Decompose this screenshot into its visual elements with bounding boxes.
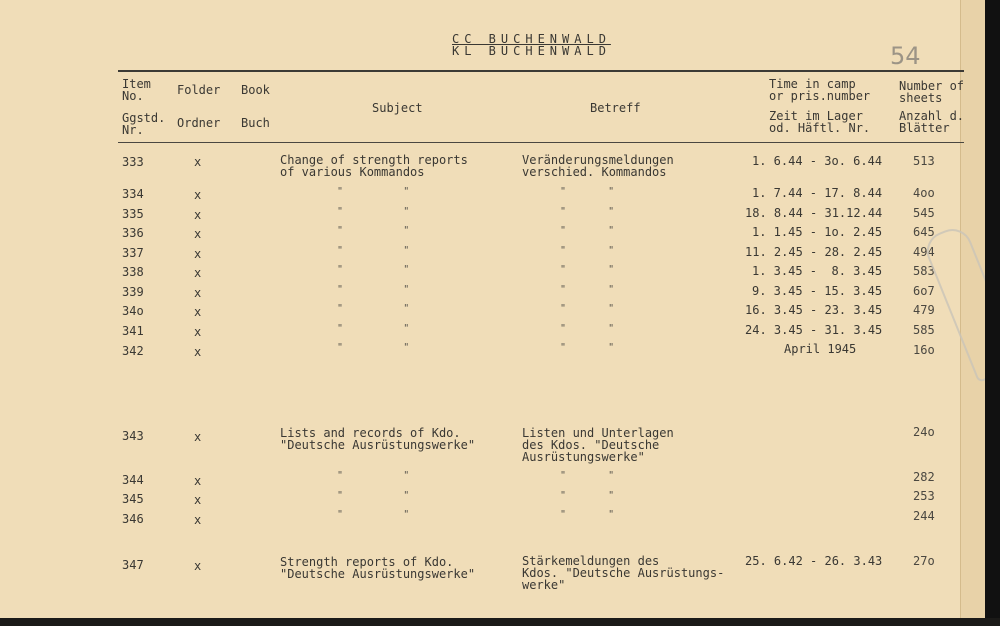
folder-mark: x <box>194 247 202 261</box>
item-number: 34o <box>122 304 144 318</box>
subject-ditto: " " <box>337 323 410 334</box>
subject-ditto: " " <box>337 303 410 314</box>
subject-ditto: " " <box>337 509 410 520</box>
sheet-count: 479 <box>913 303 935 317</box>
header-line-1: CC BUCHENWALD <box>452 32 611 46</box>
folder-mark: x <box>194 513 202 527</box>
subject-ditto: " " <box>337 470 410 481</box>
folder-mark: x <box>194 474 202 488</box>
item-number: 342 <box>122 344 144 358</box>
betreff-text: Veränderungsmeldungen verschied. Kommandos <box>522 153 674 179</box>
folder-mark: x <box>194 345 202 359</box>
folder-mark: x <box>194 155 202 169</box>
sheet-count: 645 <box>913 225 935 239</box>
col-subject: Subject <box>372 101 423 115</box>
betreff-ditto: " " <box>560 284 615 295</box>
subject-text: Strength reports of Kdo. "Deutsche Ausrüstungswerke" <box>280 555 476 581</box>
time-range: 16. 3.45 - 23. 3.45 <box>745 303 883 317</box>
scan-bottom-edge <box>0 618 1000 626</box>
betreff-ditto: " " <box>560 490 615 501</box>
sheet-count: 513 <box>913 154 935 168</box>
item-number: 337 <box>122 246 144 260</box>
col-folder-de: Ordner <box>177 116 221 130</box>
betreff-ditto: " " <box>560 303 615 314</box>
betreff-ditto: " " <box>560 264 615 275</box>
folder-mark: x <box>194 286 202 300</box>
sheet-count: 282 <box>913 470 935 484</box>
sheet-count: 4oo <box>913 186 935 200</box>
col-sheets-de: Anzahl d. Blätter <box>899 109 965 135</box>
item-number: 339 <box>122 285 144 299</box>
time-range: 1. 7.44 - 17. 8.44 <box>752 186 883 200</box>
time-range: 1. 1.45 - 1o. 2.45 <box>752 225 883 239</box>
item-number: 346 <box>122 512 144 526</box>
top-rule <box>118 70 964 72</box>
folder-mark: x <box>194 559 202 573</box>
sheet-count: 253 <box>913 489 935 503</box>
folder-mark: x <box>194 493 202 507</box>
item-number: 347 <box>122 558 144 572</box>
col-time-en: Time in camp or pris.number <box>769 77 871 103</box>
item-number: 345 <box>122 492 144 506</box>
sheet-count: 27o <box>913 554 935 568</box>
item-number: 333 <box>122 155 144 169</box>
time-range: 9. 3.45 - 15. 3.45 <box>752 284 883 298</box>
subject-ditto: " " <box>337 225 410 236</box>
folder-mark: x <box>194 188 202 202</box>
betreff-text: Listen und Unterlagen des Kdos. "Deutsche Ausrüstungswerke" <box>522 426 674 464</box>
subject-ditto: " " <box>337 245 410 256</box>
item-number: 334 <box>122 187 144 201</box>
time-range: 24. 3.45 - 31. 3.45 <box>745 323 883 337</box>
betreff-ditto: " " <box>560 225 615 236</box>
betreff-ditto: " " <box>560 186 615 197</box>
betreff-text: Stärkemeldungen des Kdos. "Deutsche Ausrüstungs- werke" <box>522 554 725 592</box>
header-line-2: KL BUCHENWALD <box>452 44 611 58</box>
page-number: 54 <box>890 42 921 70</box>
subject-text: Change of strength reports of various Kommandos <box>280 153 468 179</box>
subject-ditto: " " <box>337 284 410 295</box>
folder-mark: x <box>194 305 202 319</box>
folder-mark: x <box>194 208 202 222</box>
time-range: 11. 2.45 - 28. 2.45 <box>745 245 883 259</box>
subject-text: Lists and records of Kdo. "Deutsche Ausrüstungswerke" <box>280 426 476 452</box>
sheet-count: 583 <box>913 264 935 278</box>
subject-ditto: " " <box>337 342 410 353</box>
time-range: 25. 6.42 - 26. 3.43 <box>745 554 883 568</box>
item-number: 335 <box>122 207 144 221</box>
item-number: 344 <box>122 473 144 487</box>
time-range: April 1945 <box>784 342 857 356</box>
sheet-count: 545 <box>913 206 935 220</box>
subject-ditto: " " <box>337 206 410 217</box>
col-folder-en: Folder <box>177 83 221 97</box>
time-range: 18. 8.44 - 31.12.44 <box>745 206 883 220</box>
item-number: 341 <box>122 324 144 338</box>
item-number: 336 <box>122 226 144 240</box>
betreff-ditto: " " <box>560 509 615 520</box>
betreff-ditto: " " <box>560 206 615 217</box>
col-sheets-en: Number of sheets <box>899 79 965 105</box>
folder-mark: x <box>194 430 202 444</box>
col-item-de: Ggstd. Nr. <box>122 111 166 137</box>
subject-ditto: " " <box>337 490 410 501</box>
folder-mark: x <box>194 227 202 241</box>
subject-ditto: " " <box>337 264 410 275</box>
betreff-ditto: " " <box>560 342 615 353</box>
header-rule <box>118 142 964 143</box>
sheet-count: 6o7 <box>913 284 935 298</box>
scan-edge <box>985 0 1000 626</box>
folder-mark: x <box>194 325 202 339</box>
sheet-count: 24o <box>913 425 935 439</box>
betreff-ditto: " " <box>560 323 615 334</box>
sheet-count: 494 <box>913 245 935 259</box>
subject-ditto: " " <box>337 186 410 197</box>
col-book-de: Buch <box>241 116 270 130</box>
folder-mark: x <box>194 266 202 280</box>
col-book-en: Book <box>241 83 270 97</box>
sheet-count: 244 <box>913 509 935 523</box>
time-range: 1. 6.44 - 3o. 6.44 <box>752 154 883 168</box>
betreff-ditto: " " <box>560 245 615 256</box>
item-number: 343 <box>122 429 144 443</box>
sheet-count: 585 <box>913 323 935 337</box>
time-range: 1. 3.45 - 8. 3.45 <box>752 264 883 278</box>
col-betreff: Betreff <box>590 101 641 115</box>
col-item-en: Item No. <box>122 77 151 103</box>
sheet-count: 16o <box>913 343 935 357</box>
col-time-de: Zeit im Lager od. Häftl. Nr. <box>769 109 871 135</box>
item-number: 338 <box>122 265 144 279</box>
betreff-ditto: " " <box>560 470 615 481</box>
